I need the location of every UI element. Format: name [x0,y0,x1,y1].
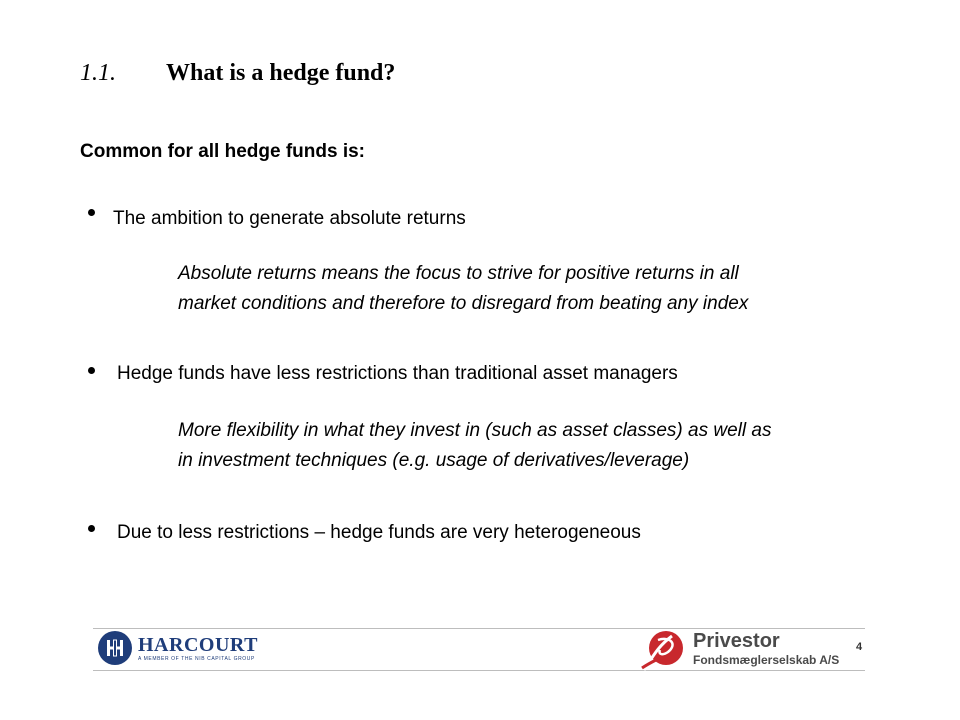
bullet-dot-icon [88,367,95,374]
subtitle: Common for all hedge funds is: [80,141,366,162]
harcourt-wordmark: HARCOURT [138,634,258,656]
bullet-text: Hedge funds have less restrictions than traditional asset managers [117,363,678,384]
harcourt-logo [98,631,258,667]
bullet-item [117,522,641,544]
privestor-subtitle: Fondsmæglerselskab A/S [693,653,840,667]
bullet-detail-line: in investment techniques (e.g. usage of derivatives/leverage) [178,450,690,471]
bullet-detail [178,259,748,319]
bullet-text: Due to less restrictions – hedge funds are very heterogeneous [117,522,641,543]
bullet-item [117,363,678,385]
slide-title [80,60,395,87]
harcourt-emblem-icon [98,631,132,665]
bullet-dot-icon [88,209,95,216]
bullet-detail-line: Absolute returns means the focus to strive for positive returns in all [178,263,739,284]
bullet-text: The ambition to generate absolute returns [113,208,466,229]
harcourt-tagline: A MEMBER OF THE NIB CAPITAL GROUP [138,656,255,662]
bullet-detail-line: market conditions and therefore to disregard from beating any index [178,293,749,314]
privestor-wordmark: Privestor [693,630,780,652]
bullet-item [113,208,466,230]
bullet-detail-line: More flexibility in what they invest in (such as asset classes) as well as [178,420,772,441]
title-text: What is a hedge fund? [166,60,396,86]
page-number: 4 [856,641,863,653]
privestor-logo [636,628,840,672]
bullet-dot-icon [88,525,95,532]
section-number: 1.1. [80,60,116,86]
privestor-emblem-icon [636,628,688,672]
bullet-detail [178,416,771,476]
